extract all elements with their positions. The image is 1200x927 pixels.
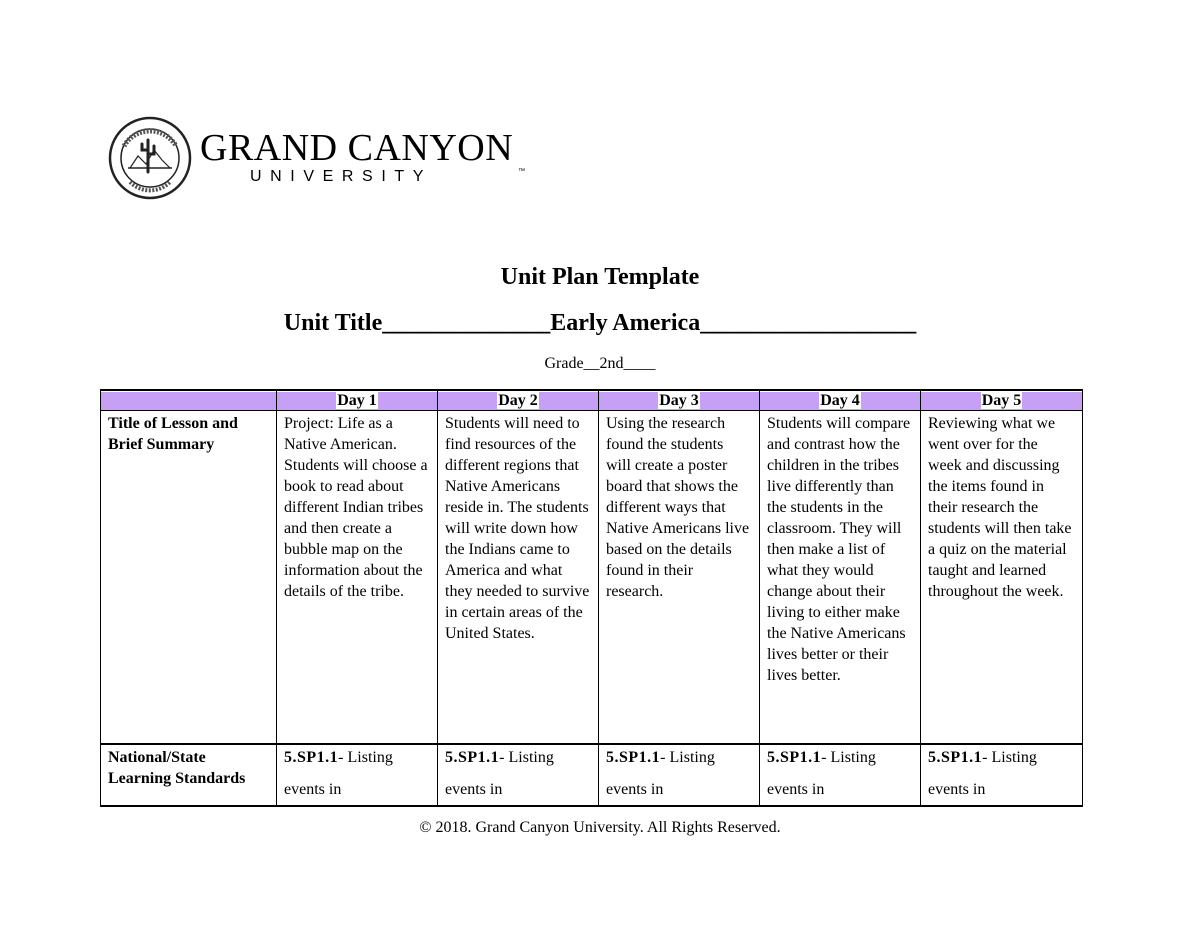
header-highlight [101, 392, 276, 410]
trademark-symbol: ™ [518, 168, 525, 175]
header-day-3 [599, 390, 760, 411]
header-highlight [760, 392, 920, 410]
standard-text: - Listing [821, 749, 876, 766]
summary-cell-day-2: Students will need to find resources of the different regions that Native Americans reside in. The students will write down how the Indians came to America and what they needed to survive in certain areas of the United States. [438, 411, 599, 745]
logo-wordmark-line1: GRAND CANYON [200, 127, 514, 169]
grade-line: Grade__2nd____ [544, 355, 656, 372]
standard-code: 5.SP1.1 [767, 749, 822, 766]
standard-code: 5.SP1.1 [445, 749, 500, 766]
standards-cell-day-3 [599, 744, 760, 806]
summary-cell-day-3: Using the research found the students will create a poster board that shows the different ways that Native Americans live based on the details found in their research. [599, 411, 760, 745]
table-row [101, 411, 1083, 745]
standard-continued: events in [767, 781, 825, 798]
document-title: Unit Plan Template [500, 264, 700, 290]
standard-text: - Listing [660, 749, 715, 766]
standard-continued: events in [284, 781, 342, 798]
row-label-lesson-summary: Title of Lesson and Brief Summary [101, 411, 277, 745]
table-header-row [101, 390, 1083, 411]
standard-text: - Listing [982, 749, 1037, 766]
table-row [101, 744, 1083, 806]
standard-continued: events in [606, 781, 664, 798]
standard-code: 5.SP1.1 [606, 749, 661, 766]
standard-code: 5.SP1.1 [284, 749, 339, 766]
standard-continued: events in [445, 781, 503, 798]
header-label: Day 4 [820, 392, 860, 409]
header-day-4 [760, 390, 921, 411]
row-label-standards: National/State Learning Standards [101, 744, 277, 806]
logo-wordmark-line2: UNIVERSITY [250, 168, 433, 185]
header-highlight [599, 392, 759, 410]
header-highlight [438, 392, 598, 410]
header-day-1 [277, 390, 438, 411]
header-label: Day 2 [498, 392, 538, 409]
gcu-logo [108, 116, 525, 202]
standard-continued: events in [928, 781, 986, 798]
standard-text: - Listing [499, 749, 554, 766]
standard-text: - Listing [338, 749, 393, 766]
standard-code: 5.SP1.1 [928, 749, 983, 766]
summary-cell-day-4: Students will compare and contrast how the children in the tribes live differently than the students in the classroom. They will then make a list of what they would change about their living to either make the Native Americans lives better or their lives better. [760, 411, 921, 745]
header-corner-cell [101, 390, 277, 411]
standards-cell-day-4 [760, 744, 921, 806]
header-highlight [921, 392, 1082, 410]
header-day-2 [438, 390, 599, 411]
standards-cell-day-1 [277, 744, 438, 806]
header-label: Day 3 [659, 392, 699, 409]
summary-cell-day-5: Reviewing what we went over for the week and discussing the items found in their research the students will then take a quiz on the material taught and learned throughout the week. [921, 411, 1083, 745]
header-day-5 [921, 390, 1083, 411]
standards-cell-day-2 [438, 744, 599, 806]
standards-cell-day-5 [921, 744, 1083, 806]
university-seal-icon [108, 116, 192, 200]
unit-title-line: Unit Title______________Early America__________________ [283, 310, 917, 336]
unit-plan-table [100, 389, 1083, 807]
summary-cell-day-1: Project: Life as a Native American. Students will choose a book to read about different Indian tribes and then create a bubble map on the information about the details of the tribe. [277, 411, 438, 745]
header-highlight [277, 392, 437, 410]
copyright-footer: © 2018. Grand Canyon University. All Rights Reserved. [419, 819, 781, 836]
header-label: Day 1 [337, 392, 377, 409]
header-label: Day 5 [981, 392, 1022, 409]
